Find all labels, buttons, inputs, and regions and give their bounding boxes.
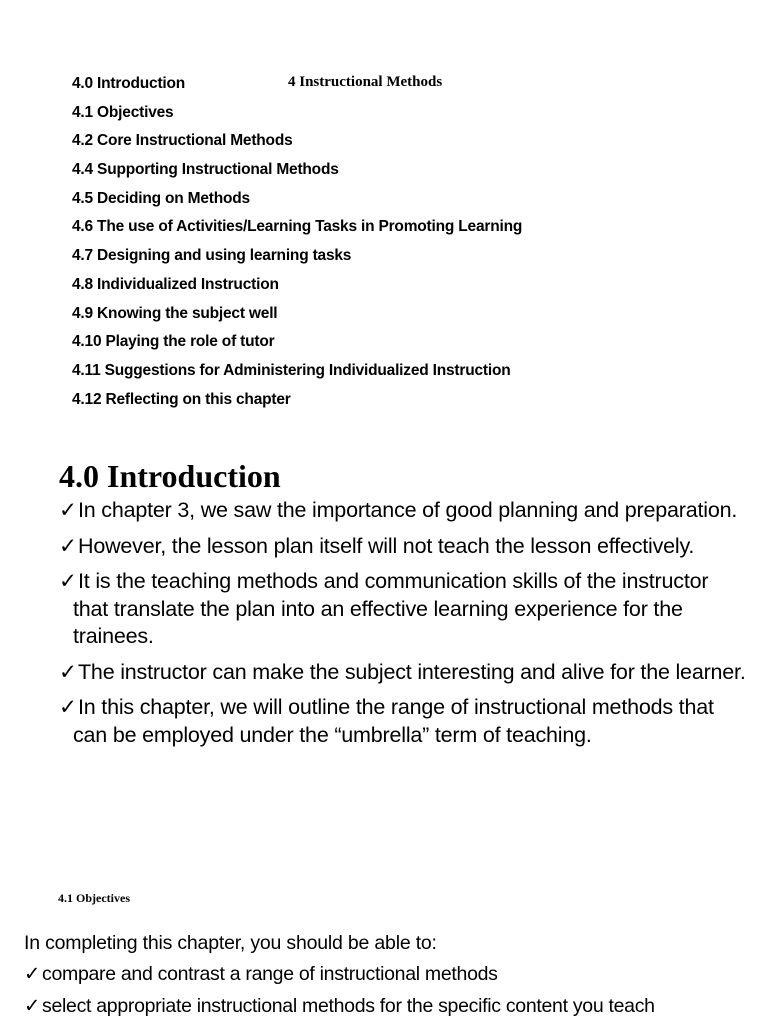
toc-item: 4.12 Reflecting on this chapter [72, 390, 291, 408]
introduction-point [59, 533, 749, 561]
toc-item: 4.8 Individualized Instruction [72, 275, 279, 293]
toc-item: 4.10 Playing the role of tutor [72, 333, 275, 351]
toc-item: 4.9 Knowing the subject well [72, 304, 278, 322]
objectives-points [24, 961, 655, 1025]
toc-item: 4.11 Suggestions for Administering Individualized Instruction [72, 361, 511, 379]
checkmark-icon: ✓ [59, 498, 77, 522]
table-of-contents [72, 73, 522, 417]
checkmark-icon: ✓ [24, 963, 41, 985]
objectives-intro: In completing this chapter, you should be able to: [24, 932, 437, 954]
introduction-heading: 4.0 Introduction [59, 458, 281, 494]
toc-item: 4.2 Core Instructional Methods [72, 132, 293, 150]
objective-point-text: select appropriate instructional methods for the specific content you teach [42, 995, 655, 1017]
introduction-point-text: In chapter 3, we saw the importance of good planning and preparation. [78, 498, 738, 522]
introduction-point-text: In this chapter, we will outline the range of instructional methods that can be employed under the “umbrella” term of teaching. [73, 695, 714, 747]
objective-point [24, 993, 655, 1025]
checkmark-icon: ✓ [59, 569, 77, 593]
checkmark-icon: ✓ [59, 533, 77, 558]
objective-point [24, 961, 655, 993]
toc-item: 4.5 Deciding on Methods [72, 189, 250, 207]
introduction-point-text: However, the lesson plan itself will not teach the lesson effectively. [78, 533, 695, 558]
objectives-heading: 4.1 Objectives [58, 891, 130, 905]
toc-item: 4.4 Supporting Instructional Methods [72, 161, 339, 179]
introduction-point-text: It is the teaching methods and communication skills of the instructor that translate the plan into an effective learning experience for the trainees. [73, 569, 709, 648]
chapter-title: 4 Instructional Methods [288, 74, 443, 90]
toc-item: 4.6 The use of Activities/Learning Tasks in Promoting Learning [72, 218, 523, 236]
toc-item: 4.0 Introduction [72, 75, 186, 92]
checkmark-icon: ✓ [59, 659, 77, 684]
objective-point-text: compare and contrast a range of instructional methods [42, 963, 498, 985]
checkmark-icon: ✓ [24, 995, 41, 1017]
introduction-points [59, 497, 749, 757]
introduction-point [59, 659, 749, 687]
introduction-point [59, 497, 749, 525]
introduction-point-text: The instructor can make the subject interesting and alive for the learner. [78, 659, 746, 684]
introduction-point [59, 568, 749, 651]
toc-item: 4.1 Objectives [72, 103, 174, 121]
checkmark-icon: ✓ [59, 695, 77, 719]
introduction-point [59, 694, 749, 749]
toc-item: 4.7 Designing and using learning tasks [72, 247, 352, 265]
